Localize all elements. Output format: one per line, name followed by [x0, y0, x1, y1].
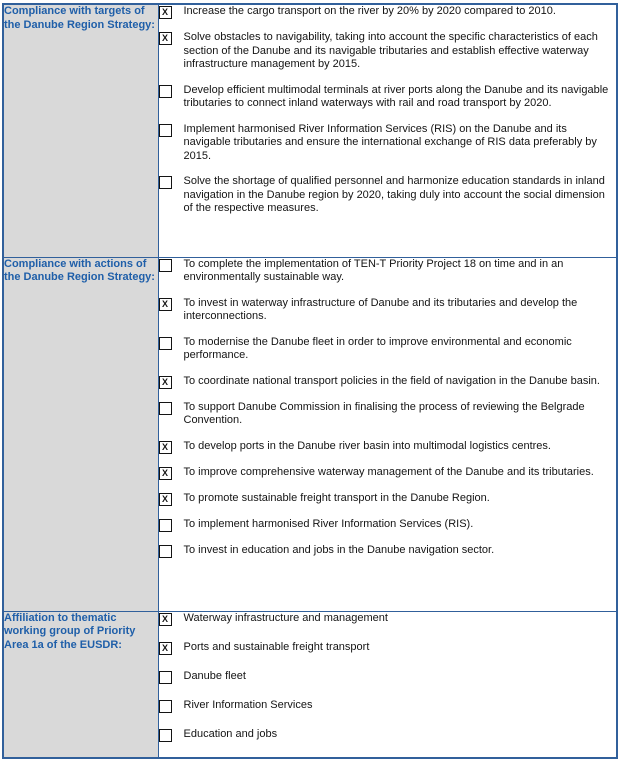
checklist-item [159, 5, 617, 19]
table-row [3, 4, 617, 257]
checklist-item-label: Waterway infrastructure and management [183, 611, 388, 624]
checklist-item [159, 544, 617, 558]
row-checklist [158, 4, 617, 257]
checklist-item [159, 699, 617, 713]
checklist-item [159, 440, 617, 454]
checklist-item [159, 84, 617, 111]
checkbox-checked-icon[interactable]: X [159, 32, 172, 45]
checkbox-empty-icon[interactable] [159, 729, 172, 742]
checklist-item-label: Develop efficient multimodal terminals at river ports along the Danube and its navigable tributaries to connect inland waterways with rail and road transport by 2020. [183, 83, 609, 109]
checklist-item-label: To modernise the Danube fleet in order to improve environmental and economic performance. [183, 335, 572, 361]
row-checklist [158, 257, 617, 611]
checklist-item-label: Ports and sustainable freight transport [183, 640, 370, 653]
table-row [3, 611, 617, 758]
checkbox-empty-icon[interactable] [159, 545, 172, 558]
checkbox-empty-icon[interactable] [159, 85, 172, 98]
checklist-item-label: Danube fleet [183, 669, 246, 682]
checkbox-empty-icon[interactable] [159, 259, 172, 272]
checkbox-empty-icon[interactable] [159, 124, 172, 137]
row-header-label: Affiliation to thematic working group of Priority Area 1a of the EUSDR: [3, 611, 158, 758]
checklist-item [159, 258, 617, 285]
checkbox-checked-icon[interactable]: X [159, 6, 172, 19]
checklist-item-label: To promote sustainable freight transport in the Danube Region. [183, 491, 490, 504]
checklist-item [159, 123, 617, 164]
checklist-item-label: To complete the implementation of TEN-T Priority Project 18 on time and in an environmentally sustainable way. [183, 257, 564, 283]
checkbox-checked-icon[interactable]: X [159, 493, 172, 506]
checkbox-empty-icon[interactable] [159, 337, 172, 350]
checklist-item-label: To support Danube Commission in finalising the process of reviewing the Belgrade Convention. [183, 400, 585, 426]
checklist-item [159, 466, 617, 480]
checklist-item-label: To develop ports in the Danube river basin into multimodal logistics centres. [183, 439, 551, 452]
checkbox-checked-icon[interactable]: X [159, 467, 172, 480]
checklist-item [159, 670, 617, 684]
checkbox-checked-icon[interactable]: X [159, 298, 172, 311]
checklist-item [159, 492, 617, 506]
row-header-label: Compliance with targets of the Danube Region Strategy: [3, 4, 158, 257]
table-row [3, 257, 617, 611]
checkbox-checked-icon[interactable]: X [159, 376, 172, 389]
checklist-item-label: To implement harmonised River Information Services (RIS). [183, 517, 474, 530]
checklist-item [159, 297, 617, 324]
row-header-label: Compliance with actions of the Danube Region Strategy: [3, 257, 158, 611]
checkbox-empty-icon[interactable] [159, 519, 172, 532]
checklist-item [159, 31, 617, 72]
checklist-item [159, 518, 617, 532]
checklist-item [159, 612, 617, 626]
checkbox-empty-icon[interactable] [159, 671, 172, 684]
checklist-item-label: River Information Services [183, 698, 313, 711]
row-checklist [158, 611, 617, 758]
checkbox-empty-icon[interactable] [159, 176, 172, 189]
checklist-item-label: Education and jobs [183, 727, 278, 740]
compliance-form-table [2, 3, 618, 759]
form-table-body [3, 4, 617, 758]
checkbox-empty-icon[interactable] [159, 700, 172, 713]
checklist-item [159, 175, 617, 216]
checklist-item-label: Solve the shortage of qualified personnel and harmonize education standards in inland navigation in the Danube region by 2020, taking duly into account the social dimension of the respective measures. [183, 175, 605, 214]
checklist-item [159, 641, 617, 655]
checklist-item-label: To invest in waterway infrastructure of Danube and its tributaries and develop the interconnections. [183, 296, 578, 322]
checklist-item-label: Implement harmonised River Information Services (RIS) on the Danube and its navigable tributaries and ensure the international exchange of RIS data preferably by 2015. [183, 122, 597, 162]
checklist-item-label: To invest in education and jobs in the Danube navigation sector. [183, 543, 495, 556]
checklist-item-label: To improve comprehensive waterway management of the Danube and its tributaries. [183, 465, 594, 478]
checklist-item [159, 336, 617, 363]
checkbox-checked-icon[interactable]: X [159, 642, 172, 655]
checklist-item [159, 375, 617, 389]
checklist-item-label: Solve obstacles to navigability, taking into account the specific characteristics of each section of the Danube and its navigable tributaries and establish effective waterway infrastructure management by 2015. [183, 31, 598, 70]
checkbox-empty-icon[interactable] [159, 402, 172, 415]
checklist-item [159, 728, 617, 742]
checkbox-checked-icon[interactable]: X [159, 613, 172, 626]
checkbox-checked-icon[interactable]: X [159, 441, 172, 454]
checklist-item-label: To coordinate national transport policies in the field of navigation in the Danube basin. [183, 374, 600, 387]
checklist-item-label: Increase the cargo transport on the river by 20% by 2020 compared to 2010. [183, 5, 556, 17]
checklist-item [159, 401, 617, 428]
